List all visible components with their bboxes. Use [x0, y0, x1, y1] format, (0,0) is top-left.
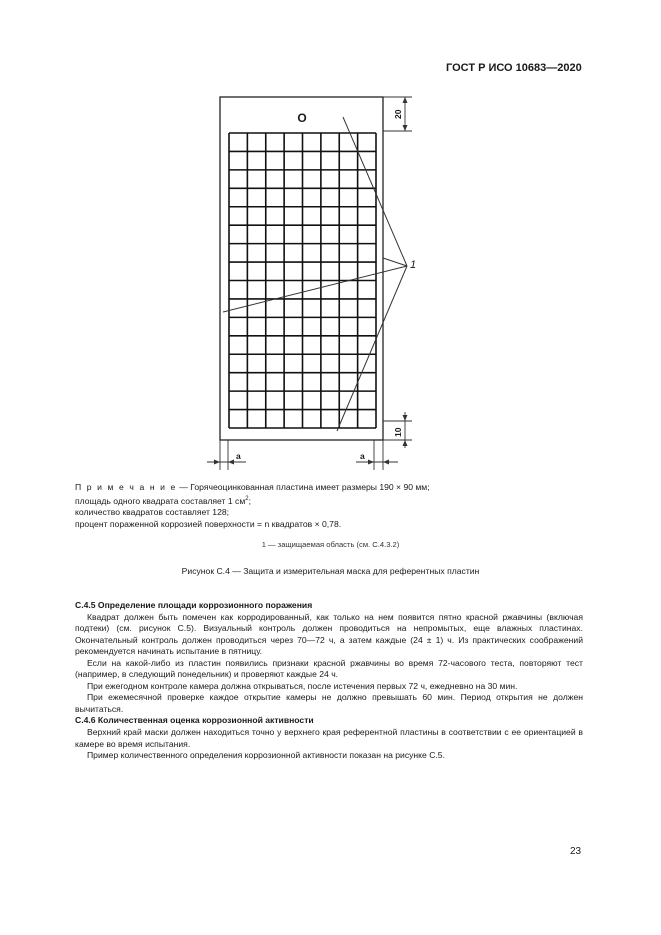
dim-left-label: a [236, 451, 241, 461]
note-line3: количество квадратов составляет 128; [75, 507, 230, 518]
paragraph: Если на какой-либо из пластин появились признаки красной ржавчины во время 72-часового теста, повторяют тест (например, в следующий понедельник) и проверяют каждые 24 ч. [75, 657, 583, 680]
dimension-lines [207, 97, 412, 470]
paragraph: Пример количественного определения коррозионной активности показан на рисунке С.5. [87, 750, 445, 761]
paragraph: При ежемесячной проверке каждое открытие камеры не должно превышать 60 мин. Период открытия не должен вычитаться. [75, 692, 583, 714]
page-number: 23 [570, 846, 582, 857]
figure-note: П р и м е ч а н и е — Горячеоцинкованная пластина имеет размеры 190 × 90 мм; площадь одного квадрата составляет 1 $см^2$; количество квадратов составляет 128; процент пораженной коррозией поверхности = n квадратов × 0,78. [75, 482, 595, 530]
note-line4: процент пораженной коррозией поверхности = n квадратов × 0,78. [75, 518, 342, 529]
dim-bottom-label: 10 [393, 427, 403, 437]
section-heading: С.4.5 Определение площади коррозионного поражения [75, 600, 313, 610]
document-header: ГОСТ Р ИСО 10683—2020 [446, 62, 582, 74]
body-text [75, 600, 583, 762]
callout-line-left [223, 266, 407, 312]
hole-label: О [297, 111, 307, 125]
section-heading: С.4.6 Количественная оценка коррозионной активности [75, 715, 314, 726]
protected-area-lines [223, 117, 407, 431]
callout-line-bottom [337, 266, 407, 431]
dim-right-label: a [360, 451, 365, 461]
paragraph: Квадрат должен быть помечен как корродированный, как только на нем появится пятно красной ржавчины (включая подтеки) (см. рисунок С.5). Визуальный контроль должен проводиться на непромытых, еще влажных пластинах. Окончательный контроль должен проводиться через 70—72 ч, а затем каждые (24 ± 1) ч. Из практических соображений рекомендуется начинать испытание в пятницу. [75, 611, 583, 657]
callout-line-mid-upper [383, 258, 407, 266]
note-line1: — Горячеоцинкованная пластина имеет размеры 190 × 90 мм; [176, 482, 430, 492]
callout-number: 1 [410, 259, 417, 271]
measurement-grid [229, 133, 376, 428]
dim-top-label: 20 [393, 109, 403, 119]
paragraph: При ежегодном контроле камера должна открываться, после истечения первых 72 ч, ежедневно на 30 мин. [87, 680, 518, 691]
figure-legend: 1 — защищаемая область (см. С.4.3.2) [261, 540, 400, 549]
plate-outline [220, 97, 383, 440]
note-line2: площадь одного квадрата составляет 1 см [75, 495, 246, 506]
note-lead: П р и м е ч а н и е [75, 482, 177, 492]
paragraph: Верхний край маски должен находиться точно у верхнего края референтной пластины в соответствии с ее ориентацией в камере во время испытания. [75, 727, 583, 749]
figure-caption: Рисунок С.4 — Защита и измерительная маска для референтных пластин [181, 566, 480, 576]
